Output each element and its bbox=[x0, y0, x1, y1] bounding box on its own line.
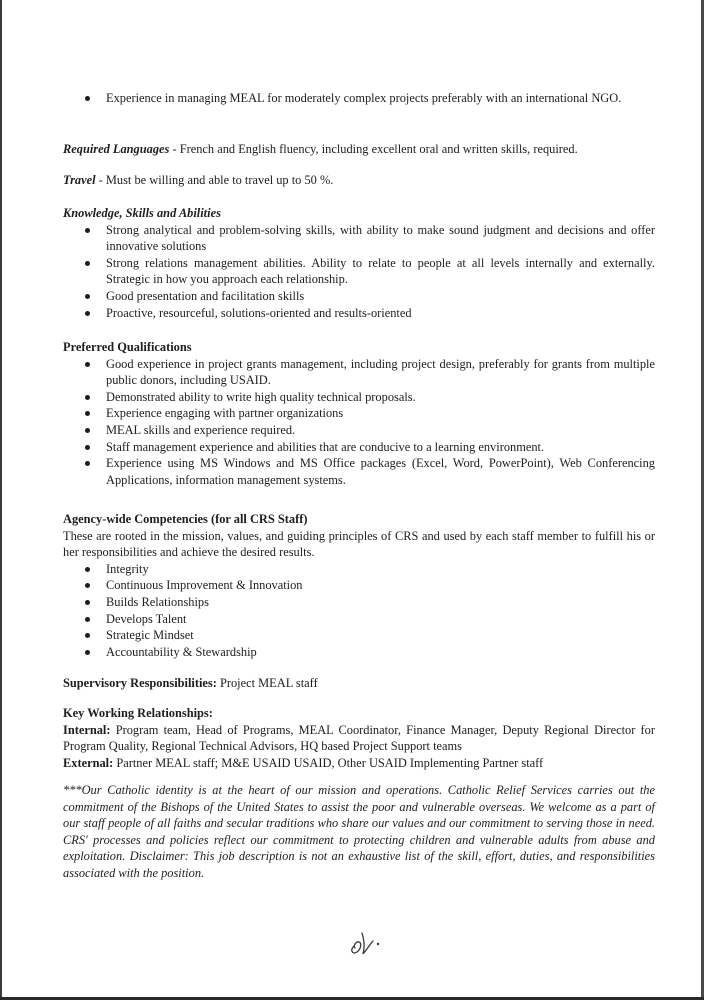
list-item: Experience in managing MEAL for moderately complex projects preferably with an international NGO. bbox=[106, 90, 655, 107]
knowledge-list bbox=[63, 222, 655, 322]
competencies-section bbox=[63, 511, 655, 660]
experience-section bbox=[63, 90, 655, 107]
list-item: Experience using MS Windows and MS Office packages (Excel, Word, PowerPoint), Web Conferencing Applications, information management systems. bbox=[106, 456, 655, 487]
preferred-qualifications-section bbox=[63, 339, 655, 488]
travel-paragraph bbox=[63, 172, 655, 189]
travel-label: Travel bbox=[63, 173, 96, 187]
supervisory-text: Project MEAL staff bbox=[216, 676, 318, 690]
preferred-qualifications-heading: Preferred Qualifications bbox=[63, 340, 192, 354]
preferred-qualifications-list bbox=[63, 356, 655, 489]
list-item: Strategic Mindset bbox=[106, 627, 655, 644]
list-item: Good presentation and facilitation skills bbox=[106, 288, 655, 305]
list-item: Experience engaging with partner organizations bbox=[106, 405, 655, 422]
required-languages-section bbox=[63, 141, 655, 158]
list-item: Good experience in project grants management, including project design, preferably for grants from multiple public donors, including USAID. bbox=[106, 356, 655, 388]
external-label: External: bbox=[63, 755, 114, 770]
external-text: Partner MEAL staff; M&E USAID USAID, Other USAID Implementing Partner staff bbox=[113, 755, 544, 770]
key-working-heading: Key Working Relationships: bbox=[63, 706, 213, 720]
handwritten-initials-icon bbox=[346, 924, 386, 958]
supervisory-section bbox=[63, 675, 655, 692]
list-item: Builds Relationships bbox=[106, 594, 655, 611]
list-item: Strong relations management abilities. Ability to relate to people at all levels internally and externally. Strategic in how you approach each relationship. bbox=[106, 255, 655, 287]
scan-left-edge bbox=[0, 0, 2, 1000]
required-languages-label: Required Languages bbox=[63, 142, 170, 156]
required-languages-text: - French and English fluency, including excellent oral and written skills, required. bbox=[169, 142, 578, 156]
travel-text: - Must be willing and able to travel up to 50 %. bbox=[95, 173, 334, 187]
footer-note: ***Our Catholic identity is at the heart of our mission and operations. Catholic Relief Services carries out the commitment of the Bishops of the United States to assist the poor and vulnerable overseas. We welcome as a part of our staff people of all faiths and secular traditions who share our values and our commitment to serving those in need. CRS' processes and policies reflect our commitment to protecting children and vulnerable adults from abuse and exploitation. Disclaimer: This job description is not an exhaustive list of the skill, effort, duties, and responsibilities associated with the position. bbox=[63, 783, 655, 880]
required-languages-paragraph bbox=[63, 141, 655, 158]
competencies-heading: Agency-wide Competencies (for all CRS Staff) bbox=[63, 512, 308, 526]
travel-section bbox=[63, 172, 655, 189]
supervisory-paragraph bbox=[63, 675, 655, 692]
list-item: Develops Talent bbox=[106, 611, 655, 628]
competencies-intro: These are rooted in the mission, values, and guiding principles of CRS and used by each staff member to fulfill his or her responsibilities and achieve the desired results. bbox=[63, 528, 655, 560]
footer-note-section bbox=[63, 782, 655, 882]
list-item: Staff management experience and abilities that are conducive to a learning environment. bbox=[106, 439, 655, 456]
list-item: Continuous Improvement & Innovation bbox=[106, 577, 655, 594]
internal-text: Program team, Head of Programs, MEAL Coordinator, Finance Manager, Deputy Regional Director for Program Quality, Regional Technical Advisors, HQ based Project Support teams bbox=[63, 722, 655, 754]
experience-list bbox=[63, 90, 655, 107]
key-working-section bbox=[63, 705, 655, 771]
internal-paragraph bbox=[63, 722, 655, 755]
list-item: MEAL skills and experience required. bbox=[106, 422, 655, 439]
list-item: Accountability & Stewardship bbox=[106, 644, 655, 661]
list-item: Demonstrated ability to write high quality technical proposals. bbox=[106, 389, 655, 406]
competencies-list bbox=[63, 561, 655, 661]
supervisory-label: Supervisory Responsibilities: bbox=[63, 676, 217, 690]
list-item: Strong analytical and problem-solving skills, with ability to make sound judgment and decisions and offer innovative solutions bbox=[106, 222, 655, 254]
knowledge-heading: Knowledge, Skills and Abilities bbox=[63, 206, 221, 220]
internal-label: Internal: bbox=[63, 722, 111, 737]
knowledge-section bbox=[63, 205, 655, 321]
list-item: Proactive, resourceful, solutions-oriented and results-oriented bbox=[106, 305, 655, 322]
external-paragraph bbox=[63, 755, 655, 772]
list-item: Integrity bbox=[106, 561, 655, 578]
